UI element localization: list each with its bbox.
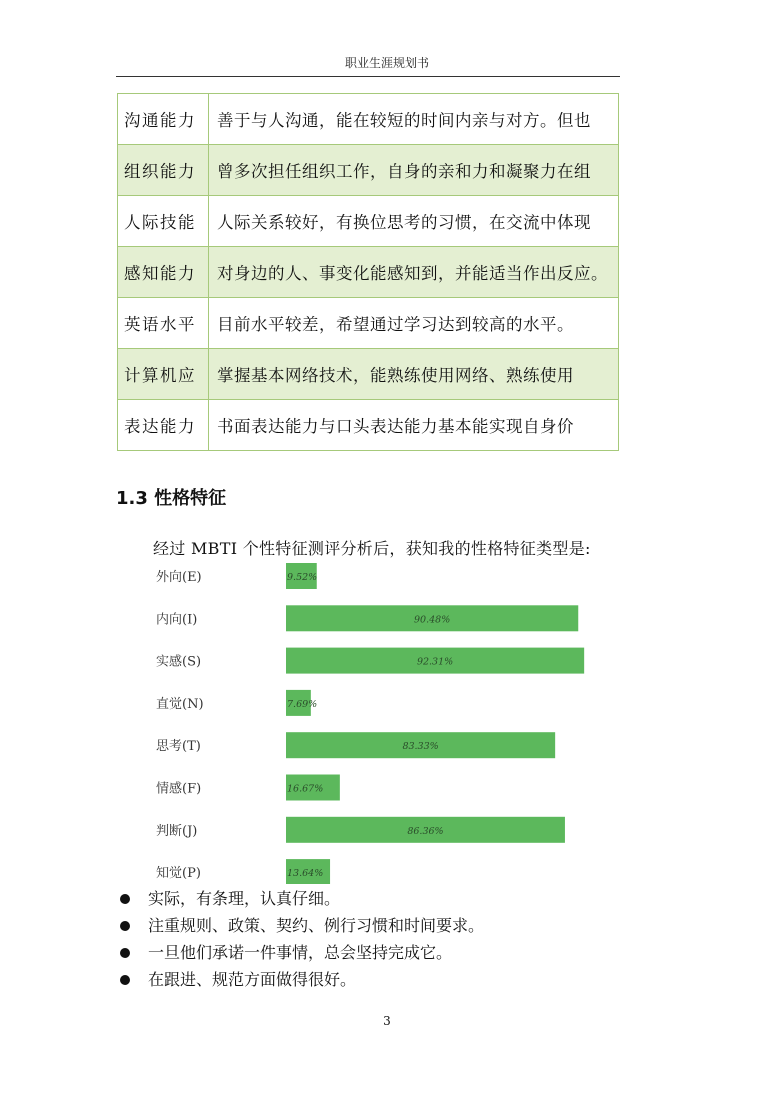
skill-label: 人际技能	[118, 196, 209, 247]
skill-description: 对身边的人、事变化能感知到，并能适当作出反应。	[209, 247, 619, 298]
skill-description: 人际关系较好，有换位思考的习惯，在交流中体现	[209, 196, 619, 247]
table-row	[118, 400, 619, 451]
page-header-title: 职业生涯规划书	[344, 56, 429, 70]
data-label: 9.52%	[287, 572, 318, 583]
category-label: 知觉(P)	[156, 866, 201, 882]
skill-description: 书面表达能力与口头表达能力基本能实现自身价	[209, 400, 619, 451]
category-label: 直觉(N)	[156, 696, 204, 712]
page-number: 3	[383, 1014, 391, 1028]
data-label: 83.33%	[402, 741, 439, 753]
bullet-icon	[120, 921, 130, 931]
category-label: 外向(E)	[156, 570, 202, 585]
list-item	[116, 885, 484, 912]
data-label: 86.36%	[407, 825, 444, 837]
skill-label: 感知能力	[118, 247, 209, 298]
table-row	[118, 94, 619, 145]
data-label: 7.69%	[287, 698, 318, 710]
skill-label: 计算机应	[118, 349, 209, 400]
trait-text: 一旦他们承诺一件事情，总会坚持完成它。	[148, 943, 453, 962]
skill-description: 掌握基本网络技术，能熟练使用网络、熟练使用	[209, 349, 619, 400]
category-label: 实感(S)	[156, 654, 202, 670]
bullet-icon	[120, 975, 130, 985]
skills-table	[117, 93, 619, 451]
list-item	[116, 939, 484, 966]
trait-text: 在跟进、规范方面做得很好。	[148, 970, 357, 989]
data-label: 16.67%	[287, 783, 324, 795]
category-label: 内向(I)	[156, 612, 198, 628]
table-row	[118, 298, 619, 349]
bullet-icon	[120, 894, 130, 904]
table-row	[118, 145, 619, 196]
table-row	[118, 196, 619, 247]
category-label: 判断(J)	[156, 823, 198, 839]
mbti-chart-svg	[140, 560, 600, 884]
category-label: 思考(T)	[156, 739, 201, 755]
intro-paragraph: 经过 MBTI 个性特征测评分析后，获知我的性格特征类型是:	[153, 539, 591, 558]
table-row	[118, 349, 619, 400]
data-label: 92.31%	[416, 656, 454, 668]
skill-label: 组织能力	[118, 145, 209, 196]
skill-description: 善于与人沟通，能在较短的时间内亲与对方。但也	[209, 94, 619, 145]
skill-label: 表达能力	[118, 400, 209, 451]
data-label: 90.48%	[414, 614, 451, 626]
skill-description: 曾多次担任组织工作，自身的亲和力和凝聚力在组	[209, 145, 619, 196]
mbti-bar-chart	[140, 560, 600, 884]
trait-text: 注重规则、政策、契约、例行习惯和时间要求。	[148, 916, 485, 935]
trait-text: 实际，有条理，认真仔细。	[148, 889, 341, 908]
bullet-icon	[120, 948, 130, 958]
category-label: 情感(F)	[156, 781, 202, 797]
list-item	[116, 912, 484, 939]
table-row	[118, 247, 619, 298]
list-item	[116, 966, 484, 993]
traits-list	[116, 885, 484, 993]
section-heading: 1.3 性格特征	[116, 488, 227, 509]
skill-label: 沟通能力	[118, 94, 209, 145]
header-rule	[116, 76, 620, 77]
skill-description: 目前水平较差，希望通过学习达到较高的水平。	[209, 298, 619, 349]
data-label: 13.64%	[287, 868, 324, 880]
skill-label: 英语水平	[118, 298, 209, 349]
